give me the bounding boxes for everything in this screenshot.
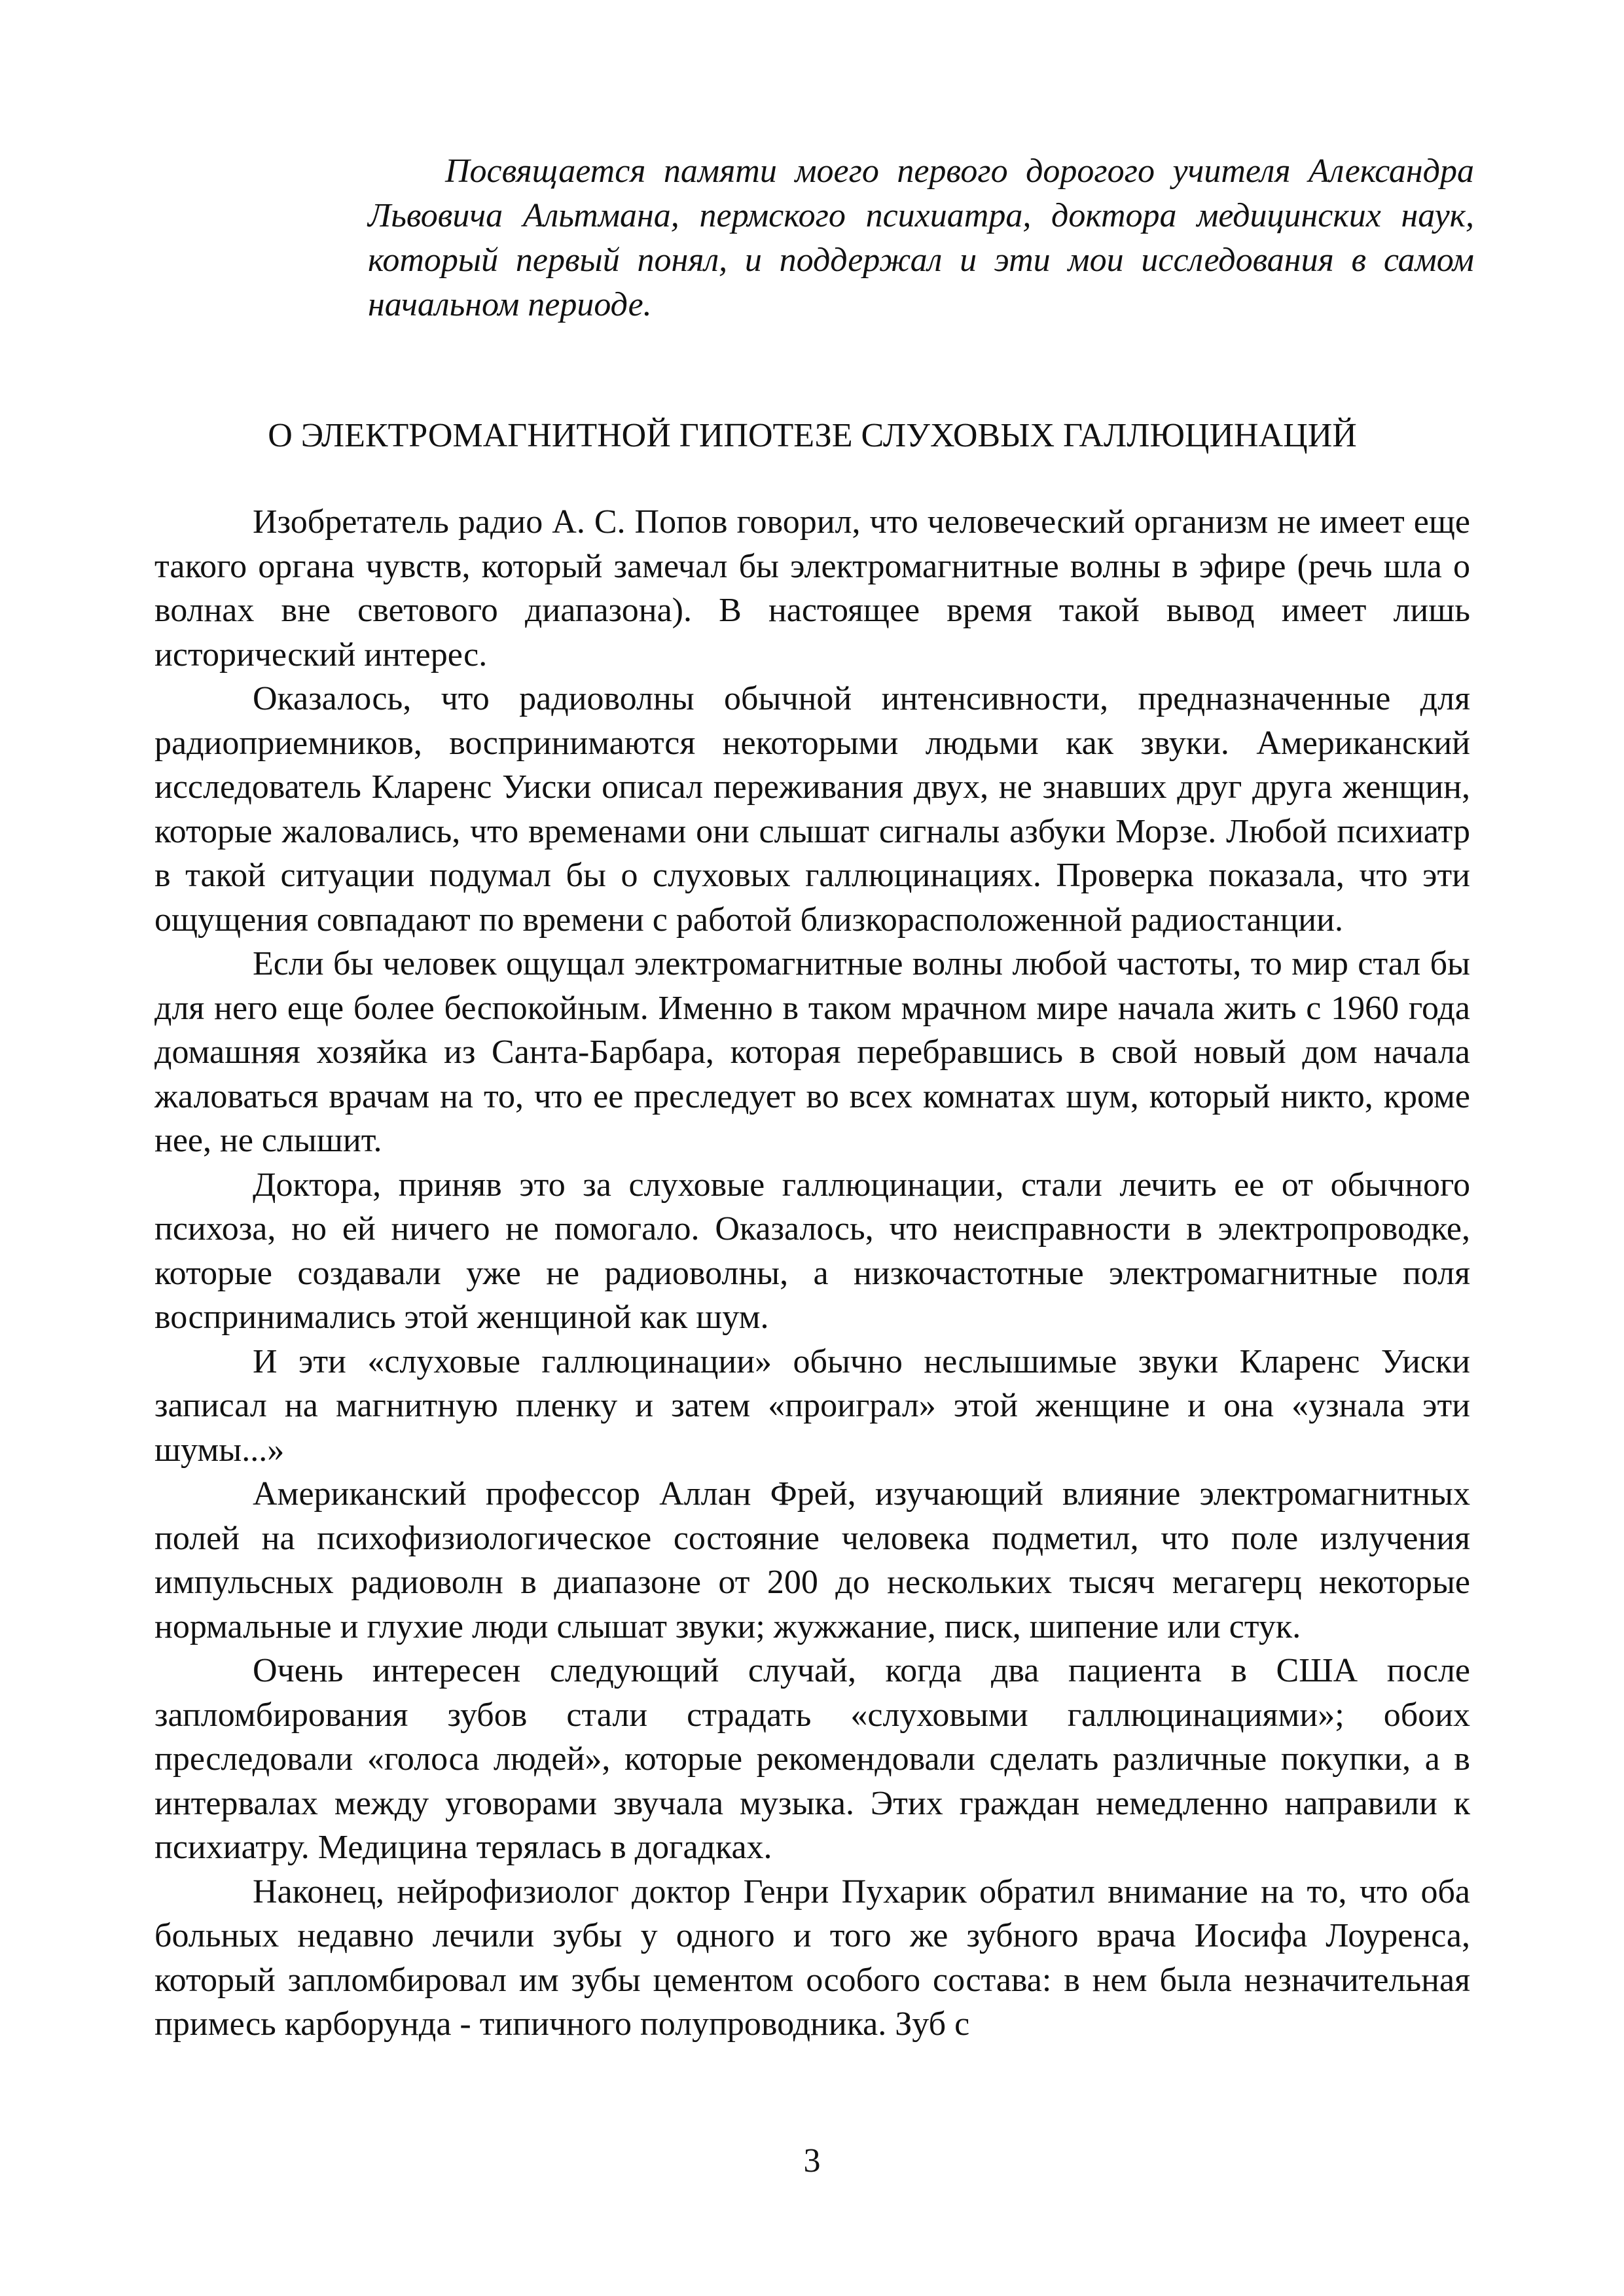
article-title: О ЭЛЕКТРОМАГНИТНОЙ ГИПОТЕЗЕ СЛУХОВЫХ ГАЛЛЮЦИНАЦИЙ [268,417,1357,454]
body-paragraph: Очень интересен следующий случай, когда два пациента в США после запломбирования зубов стали страдать «слуховыми галлюцинациями»; обоих преследовали «голоса людей», которые рекомендовали сделать различные покупки, а в интервалах между уговорами звучала музыка. Этих граждан немедленно направили к психиатру. Медицина терялась в догадках. [154,1652,1470,1866]
dedication-epigraph: Посвящается памяти моего первого дорогого учителя Александра Львовича Альтмана, пермского психиатра, доктора медицинских наук, который первый понял, и поддержал и эти мои исследования в самом начальном периоде. [368,152,1474,323]
body-paragraph: Доктора, приняв это за слуховые галлюцинации, стали лечить ее от обычного психоза, но ей ничего не помогало. Оказалось, что неисправности в электропроводке, которые создавали уже не радиоволны, а низкочастотные электромагнитные поля воспринимались этой женщиной как шум. [154,1166,1470,1336]
article-body [154,500,1470,2047]
body-paragraph: И эти «слуховые галлюцинации» обычно неслышимые звуки Кларенс Уиски записал на магнитную пленку и затем «проиграл» этой женщине и она «узнала эти шумы...» [154,1342,1470,1469]
body-paragraph: Если бы человек ощущал электромагнитные волны любой частоты, то мир стал бы для него еще более беспокойным. Именно в таком мрачном мире начала жить с 1960 года домашняя хозяйка из Санта-Барбара, которая перебравшись в свой новый дом начала жаловаться врачам на то, что ее преследует во всех комнатах шум, который никто, кроме нее, не слышит. [154,945,1470,1159]
body-paragraph: Наконец, нейрофизиолог доктор Генри Пухарик обратил внимание на то, что оба больных недавно лечили зубы у одного и того же зубного врача Иосифа Лоуренса, который запломбировал им зубы цементом особого состава: в нем была незначительная примесь карборунда - типичного полупроводника. Зуб с [154,1873,1470,2043]
body-paragraph: Изобретатель радио А. С. Попов говорил, что человеческий организм не имеет еще такого органа чувств, который замечал бы электромагнитные волны в эфире (речь шла о волнах вне светового диапазона). В настоящее время такой вывод имеет лишь исторический интерес. [154,503,1470,673]
page-number: 3 [803,2142,821,2179]
body-paragraph: Оказалось, что радиоволны обычной интенсивности, предназначенные для радиоприемников, воспринимаются некоторыми людьми как звуки. Американский исследователь Кларенс Уиски описал переживания двух, не знавших друг друга женщин, которые жаловались, что временами они слышат сигналы азбуки Морзе. Любой психиатр в такой ситуации подумал бы о слуховых галлюцинациях. Проверка показала, что эти ощущения совпадают по времени с работой близкорасположенной радиостанции. [154,680,1470,939]
body-paragraph: Американский профессор Аллан Фрей, изучающий влияние электромагнитных полей на психофизиологическое состояние человека подметил, что поле излучения импульсных радиоволн в диапазоне от 200 до нескольких тысяч мегагерц некоторые нормальные и глухие люди слышат звуки; жужжание, писк, шипение или стук. [154,1475,1470,1645]
